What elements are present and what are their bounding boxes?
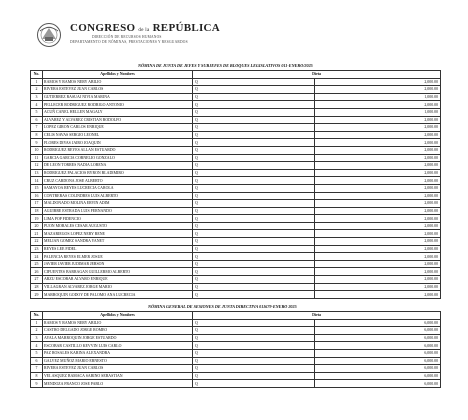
row-currency: Q [193, 116, 315, 124]
congress-seal-icon [36, 22, 62, 48]
column-header-dieta: Dieta [193, 71, 441, 79]
table-row [31, 162, 441, 170]
table-row [31, 184, 441, 192]
row-number: 4 [31, 101, 43, 109]
row-name: PUON MORALES CESAR AUGUSTO [43, 222, 193, 230]
table-row [31, 108, 441, 116]
column-header-no: No. [31, 312, 43, 320]
header-subtitle-department: DEPARTAMENTO DE NÓMINAS, PRESTACIONES Y RESGUARDOS [70, 40, 188, 44]
row-amount: 2,000.00 [315, 86, 441, 94]
table-row [31, 116, 441, 124]
row-number: 9 [31, 139, 43, 147]
row-amount: 2,000.00 [315, 192, 441, 200]
row-amount: 2,000.00 [315, 230, 441, 238]
row-amount: 1,000.00 [315, 108, 441, 116]
row-name: GALVEZ MUÑOZ MARIO ERNESTO [43, 357, 193, 365]
row-currency: Q [193, 86, 315, 94]
row-name: RODRIGUEZ REYES ALLAN ESTUARDO [43, 146, 193, 154]
row-currency: Q [193, 177, 315, 185]
row-number: 18 [31, 207, 43, 215]
table-row [31, 349, 441, 357]
row-amount: 2,000.00 [315, 78, 441, 86]
row-amount: 2,000.00 [315, 139, 441, 147]
row-currency: Q [193, 101, 315, 109]
table-row [31, 319, 441, 327]
row-currency: Q [193, 349, 315, 357]
header-subtitle-directorate: DIRECCIÓN DE RECURSOS HUMANOS [92, 35, 162, 39]
row-amount: 2,000.00 [315, 222, 441, 230]
row-name: ACUÑ CANEL HELLEN MAGALY [43, 108, 193, 116]
row-number: 8 [31, 131, 43, 139]
row-number: 29 [31, 291, 43, 299]
row-currency: Q [193, 327, 315, 335]
row-number: 8 [31, 372, 43, 380]
row-name: JAVIER JAVIER JUDIMAR JERSON [43, 260, 193, 268]
row-number: 13 [31, 169, 43, 177]
row-amount: 1,000.00 [315, 93, 441, 101]
row-amount: 2,000.00 [315, 238, 441, 246]
row-name: VELASQUEZ BAMACA SABINO SEBASTIAN [43, 372, 193, 380]
row-number: 9 [31, 380, 43, 388]
table-row [31, 238, 441, 246]
row-number: 2 [31, 327, 43, 335]
row-name: MARROQUIN GODOY DE PALOMO ANA LUCRECIA [43, 291, 193, 299]
table-row [31, 327, 441, 335]
row-currency: Q [193, 357, 315, 365]
row-amount: 2,000.00 [315, 146, 441, 154]
row-number: 5 [31, 108, 43, 116]
row-currency: Q [193, 169, 315, 177]
row-name: PALENCIA REYES ELMER JOSUE [43, 253, 193, 261]
row-number: 26 [31, 268, 43, 276]
row-name: ALVAREZ Y ALVAREZ CRISTIAN RODOLFO [43, 116, 193, 124]
row-currency: Q [193, 245, 315, 253]
row-amount: 2,000.00 [315, 154, 441, 162]
table-row [31, 86, 441, 94]
table-row [31, 177, 441, 185]
row-currency: Q [193, 215, 315, 223]
row-name: CIFUENTES BARRAGAN GUILLERMO ALBERTO [43, 268, 193, 276]
row-currency: Q [193, 268, 315, 276]
row-number: 27 [31, 276, 43, 284]
row-number: 15 [31, 184, 43, 192]
row-name: GUTIERREZ RASUAJ NIVIA MARINA [43, 93, 193, 101]
row-name: RODRIGUEZ PALACIOS BYRON BLADIMIRO [43, 169, 193, 177]
row-currency: Q [193, 334, 315, 342]
table-row [31, 253, 441, 261]
row-number: 4 [31, 342, 43, 350]
row-amount: 2,000.00 [315, 116, 441, 124]
row-number: 16 [31, 192, 43, 200]
row-amount: 6,000.00 [315, 342, 441, 350]
row-amount: 2,000.00 [315, 169, 441, 177]
row-name: CONTRERAS COLINDRES LUIS ALBERTO [43, 192, 193, 200]
row-currency: Q [193, 238, 315, 246]
row-currency: Q [193, 260, 315, 268]
row-number: 28 [31, 283, 43, 291]
row-number: 12 [31, 162, 43, 170]
table-row [31, 291, 441, 299]
table-row [31, 78, 441, 86]
row-number: 25 [31, 260, 43, 268]
row-number: 6 [31, 116, 43, 124]
row-name: RIVERA ESTEVEZ JUAN CARLOS [43, 86, 193, 94]
table-row [31, 380, 441, 388]
row-name: ESCOBAR CASTILLO KEVVIN LUIS CARLO [43, 342, 193, 350]
row-name: RIVERA ESTEVEZ JUAN CARLOS [43, 365, 193, 373]
table-row [31, 276, 441, 284]
row-amount: 2,000.00 [315, 124, 441, 132]
row-amount: 2,000.00 [315, 283, 441, 291]
row-number: 23 [31, 245, 43, 253]
row-currency: Q [193, 108, 315, 116]
column-header-no: No. [31, 71, 43, 79]
row-amount: 2,000.00 [315, 268, 441, 276]
table-row [31, 230, 441, 238]
row-currency: Q [193, 342, 315, 350]
row-currency: Q [193, 222, 315, 230]
row-name: PAZ ROSALES KARINA ALEXANDRA [43, 349, 193, 357]
row-currency: Q [193, 78, 315, 86]
row-amount: 6,000.00 [315, 334, 441, 342]
row-name: MALDONADO MOLINA ERVIN ADIM [43, 200, 193, 208]
row-currency: Q [193, 283, 315, 291]
row-currency: Q [193, 139, 315, 147]
row-name: DE LEON TORRES NADIA LORENA [43, 162, 193, 170]
row-number: 11 [31, 154, 43, 162]
row-amount: 2,000.00 [315, 177, 441, 185]
table-row [31, 154, 441, 162]
row-amount: 2,000.00 [315, 207, 441, 215]
row-number: 22 [31, 238, 43, 246]
row-name: SAMAYOA REYES LUCRECIA CAROLA [43, 184, 193, 192]
row-amount: 2,000.00 [315, 245, 441, 253]
row-currency: Q [193, 207, 315, 215]
row-name: LOPEZ GIRON CARLOS ENRIQUE [43, 124, 193, 132]
table2-title: NÓMINA GENERAL DE SESIONES DE JUNTA DIRECTIVA 011679-ENERO 2025 [148, 304, 297, 309]
row-number: 1 [31, 78, 43, 86]
row-number: 17 [31, 200, 43, 208]
table-row [31, 139, 441, 147]
document-header [34, 22, 454, 54]
table-row [31, 192, 441, 200]
row-currency: Q [193, 93, 315, 101]
row-amount: 6,000.00 [315, 365, 441, 373]
table-row [31, 260, 441, 268]
row-currency: Q [193, 200, 315, 208]
table2 [30, 311, 441, 388]
row-number: 10 [31, 146, 43, 154]
table-row [31, 245, 441, 253]
row-number: 5 [31, 349, 43, 357]
row-amount: 6,000.00 [315, 319, 441, 327]
row-name: MAZARIEGOS LOPEZ NERY RENE [43, 230, 193, 238]
row-number: 14 [31, 177, 43, 185]
table-row [31, 222, 441, 230]
row-currency: Q [193, 319, 315, 327]
row-name: RAMOS Y RAMOS NERY ABILIO [43, 78, 193, 86]
row-name: PELLECER RODRIGUEZ RODRIGO ANTONIO [43, 101, 193, 109]
row-amount: 6,000.00 [315, 380, 441, 388]
row-name: AYALA MARROQUIN JORGE ESTUARDO [43, 334, 193, 342]
table-row [31, 268, 441, 276]
table-row [31, 283, 441, 291]
row-number: 19 [31, 215, 43, 223]
row-number: 3 [31, 334, 43, 342]
row-name: GARCIA GARCIA CORNELIO GONZALO [43, 154, 193, 162]
row-amount: 2,000.00 [315, 162, 441, 170]
row-name: FLORES DIVAS JAIRO JOAQUIN [43, 139, 193, 147]
row-amount: 2,000.00 [315, 291, 441, 299]
row-name: MENDOZA FRANCO JOSE PABLO [43, 380, 193, 388]
row-amount: 2,000.00 [315, 253, 441, 261]
table2-header-row [31, 312, 441, 320]
table-row [31, 146, 441, 154]
row-amount: 6,000.00 [315, 372, 441, 380]
row-amount: 2,000.00 [315, 131, 441, 139]
table1-title: NÓMINA DE JUNTA DE JEFES Y SUBJEFES DE BLOQUES LEGISLATIVOS 011-ENERO/2025 [138, 63, 313, 68]
row-number: 2 [31, 86, 43, 94]
row-currency: Q [193, 230, 315, 238]
row-name: CASTRO DELGADO JORGE ROMEO [43, 327, 193, 335]
organization-name: CONGRESO de la REPÚBLICA [70, 22, 221, 34]
row-amount: 2,000.00 [315, 200, 441, 208]
table-row [31, 372, 441, 380]
table-row [31, 357, 441, 365]
row-number: 7 [31, 124, 43, 132]
row-number: 1 [31, 319, 43, 327]
table-row [31, 342, 441, 350]
table-row [31, 215, 441, 223]
row-name: LIMA POP FIDENCIO [43, 215, 193, 223]
row-amount: 6,000.00 [315, 357, 441, 365]
row-currency: Q [193, 131, 315, 139]
row-amount: 2,000.00 [315, 276, 441, 284]
table-row [31, 101, 441, 109]
row-name: CELIS NAVAS SERGIO LEONEL [43, 131, 193, 139]
row-amount: 6,000.00 [315, 349, 441, 357]
table-row [31, 200, 441, 208]
row-currency: Q [193, 372, 315, 380]
row-amount: 2,000.00 [315, 215, 441, 223]
table-row [31, 124, 441, 132]
table-row [31, 334, 441, 342]
row-currency: Q [193, 276, 315, 284]
row-name: REYES LEE FIDEL [43, 245, 193, 253]
row-amount: 6,000.00 [315, 327, 441, 335]
table-row [31, 207, 441, 215]
table1-header-row [31, 71, 441, 79]
table-row [31, 131, 441, 139]
row-name: VILLAGRAN ALVAREZ JORGE MARIO [43, 283, 193, 291]
row-currency: Q [193, 146, 315, 154]
row-currency: Q [193, 291, 315, 299]
row-currency: Q [193, 154, 315, 162]
table-row [31, 365, 441, 373]
column-header-name: Apellidos y Nombres [43, 71, 193, 79]
row-amount: 2,000.00 [315, 101, 441, 109]
row-number: 24 [31, 253, 43, 261]
table-row [31, 93, 441, 101]
row-amount: 2,000.00 [315, 260, 441, 268]
table-row [31, 169, 441, 177]
column-header-name: Apellidos y Nombres [43, 312, 193, 320]
row-currency: Q [193, 253, 315, 261]
row-currency: Q [193, 162, 315, 170]
row-number: 20 [31, 222, 43, 230]
table1 [30, 70, 441, 299]
row-currency: Q [193, 192, 315, 200]
row-currency: Q [193, 124, 315, 132]
row-name: RAMOS Y RAMOS NERY ABILIO [43, 319, 193, 327]
row-amount: 2,000.00 [315, 184, 441, 192]
row-name: MELIAN GOMEZ SANDRA YANET [43, 238, 193, 246]
row-currency: Q [193, 365, 315, 373]
row-number: 3 [31, 93, 43, 101]
row-number: 6 [31, 357, 43, 365]
row-name: ARZU ESCOBAR ALVARO ENRIQUE [43, 276, 193, 284]
row-name: AGUIRRE ESTRADA LUIS FERNANDO [43, 207, 193, 215]
row-currency: Q [193, 380, 315, 388]
row-name: CRUZ CARDONA JOSE ALBERTO [43, 177, 193, 185]
row-number: 7 [31, 365, 43, 373]
column-header-dieta: Dieta [193, 312, 441, 320]
row-currency: Q [193, 184, 315, 192]
row-number: 21 [31, 230, 43, 238]
